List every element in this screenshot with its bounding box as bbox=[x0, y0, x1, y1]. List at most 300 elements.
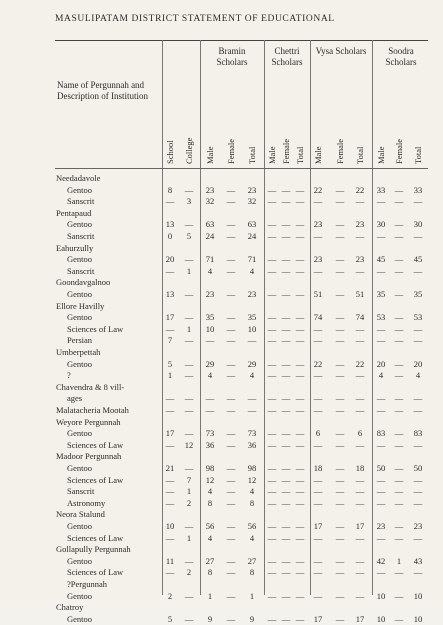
table-cell: — bbox=[281, 405, 291, 415]
table-cell: — bbox=[281, 497, 291, 508]
table-cell: 8 bbox=[249, 497, 255, 508]
table-cell: — bbox=[335, 428, 345, 439]
table-cell: — bbox=[355, 370, 365, 381]
table-cell: — bbox=[313, 405, 323, 415]
table-row bbox=[0, 578, 443, 590]
table-cell: — bbox=[281, 486, 291, 497]
institution-name: Gentoo bbox=[67, 428, 93, 439]
table-cell: — bbox=[394, 289, 404, 299]
table-cell: — bbox=[394, 312, 404, 323]
table-cell: 23 bbox=[205, 289, 215, 299]
table-cell: — bbox=[267, 532, 277, 543]
table-cell: — bbox=[335, 254, 345, 265]
table-cell: — bbox=[281, 521, 291, 531]
table-cell: — bbox=[376, 231, 386, 241]
table-cell: — bbox=[295, 428, 305, 439]
sub-header: Total bbox=[247, 146, 257, 164]
table-cell: 8 bbox=[249, 567, 255, 578]
table-cell: 8 bbox=[167, 184, 173, 195]
table-cell: 63 bbox=[205, 219, 215, 230]
table-cell: — bbox=[355, 474, 365, 485]
table-cell: — bbox=[394, 358, 404, 369]
table-cell: — bbox=[413, 265, 423, 276]
table-cell: — bbox=[394, 474, 404, 485]
table-row bbox=[0, 381, 443, 393]
sub-header: College bbox=[184, 137, 194, 164]
table-cell: — bbox=[313, 439, 323, 450]
table-cell: 1 bbox=[186, 486, 192, 497]
table-cell: — bbox=[376, 335, 386, 346]
table-cell: — bbox=[267, 428, 277, 439]
table-cell: — bbox=[376, 393, 386, 404]
institution-name: Pentapaud bbox=[56, 207, 92, 218]
table-cell: — bbox=[295, 405, 305, 415]
table-cell: 9 bbox=[207, 613, 213, 624]
table-cell: 4 bbox=[207, 532, 213, 543]
table-cell: 10 bbox=[376, 590, 386, 601]
table-cell: — bbox=[267, 497, 277, 508]
table-cell: — bbox=[281, 219, 291, 230]
table-cell: 32 bbox=[247, 196, 257, 207]
table-cell: — bbox=[184, 463, 194, 473]
table-row bbox=[0, 172, 443, 184]
institution-name: Weyore Pergunnah bbox=[56, 416, 121, 427]
institution-name: Gentoo bbox=[67, 590, 93, 601]
institution-name: Needadavole bbox=[56, 173, 101, 183]
table-cell: 83 bbox=[413, 428, 423, 439]
table-cell: 35 bbox=[247, 312, 257, 323]
table-cell: 50 bbox=[376, 463, 386, 473]
table-cell: — bbox=[335, 289, 345, 299]
table-cell: 98 bbox=[205, 463, 215, 473]
table-cell: — bbox=[355, 231, 365, 241]
sub-header: Female bbox=[394, 138, 404, 164]
table-cell: — bbox=[226, 231, 236, 241]
group-header-bramin: Bramin Scholars bbox=[216, 46, 248, 67]
table-cell: 1 bbox=[186, 265, 192, 276]
table-cell: — bbox=[184, 393, 194, 404]
table-cell: 1 bbox=[249, 590, 255, 601]
table-cell: — bbox=[184, 312, 194, 323]
table-cell: 12 bbox=[184, 439, 194, 450]
table-cell: — bbox=[267, 312, 277, 323]
table-cell: — bbox=[394, 532, 404, 543]
table-cell: — bbox=[165, 532, 175, 543]
table-cell: — bbox=[205, 405, 215, 415]
table-cell: — bbox=[335, 405, 345, 415]
table-cell: — bbox=[394, 323, 404, 334]
table-cell: — bbox=[413, 567, 423, 578]
table-cell: 23 bbox=[413, 521, 423, 531]
table-cell: 71 bbox=[205, 254, 215, 265]
table-cell: — bbox=[281, 265, 291, 276]
institution-name: Sciences of Law bbox=[67, 532, 124, 543]
table-cell: — bbox=[355, 486, 365, 497]
table-cell: — bbox=[313, 590, 323, 601]
table-cell: — bbox=[335, 555, 345, 566]
table-cell: — bbox=[313, 567, 323, 578]
table-row bbox=[0, 346, 443, 358]
table-cell: — bbox=[355, 393, 365, 404]
table-cell: 73 bbox=[247, 428, 257, 439]
table-cell: 36 bbox=[205, 439, 215, 450]
table-row bbox=[0, 439, 443, 451]
table-cell: 5 bbox=[186, 231, 192, 241]
table-cell: 32 bbox=[205, 196, 215, 207]
table-cell: 56 bbox=[205, 521, 215, 531]
table-cell: 4 bbox=[249, 532, 255, 543]
table-cell: — bbox=[184, 370, 194, 381]
table-cell: — bbox=[226, 590, 236, 601]
table-row bbox=[0, 323, 443, 335]
table-cell: — bbox=[295, 370, 305, 381]
table-cell: — bbox=[394, 370, 404, 381]
table-cell: 6 bbox=[357, 428, 363, 439]
table-cell: 42 bbox=[376, 555, 386, 566]
institution-name: Ellore Havilly bbox=[56, 300, 105, 311]
table-cell: — bbox=[413, 196, 423, 207]
table-cell: — bbox=[295, 184, 305, 195]
table-cell: 2 bbox=[186, 497, 192, 508]
table-row bbox=[0, 555, 443, 567]
table-row bbox=[0, 265, 443, 277]
table-row bbox=[0, 590, 443, 602]
table-row bbox=[0, 566, 443, 578]
table-cell: 1 bbox=[186, 323, 192, 334]
table-cell: — bbox=[313, 393, 323, 404]
table-row bbox=[0, 392, 443, 404]
institution-name: Gentoo bbox=[67, 184, 93, 195]
table-cell: — bbox=[184, 521, 194, 531]
table-cell: — bbox=[355, 196, 365, 207]
table-cell: — bbox=[295, 196, 305, 207]
table-cell: — bbox=[281, 358, 291, 369]
table-cell: 12 bbox=[205, 474, 215, 485]
table-cell: — bbox=[394, 231, 404, 241]
table-cell: 3 bbox=[186, 196, 192, 207]
table-cell: 18 bbox=[313, 463, 323, 473]
table-row bbox=[0, 311, 443, 323]
table-cell: — bbox=[295, 231, 305, 241]
table-cell: 4 bbox=[207, 370, 213, 381]
table-cell: 11 bbox=[165, 555, 175, 566]
table-cell: — bbox=[281, 196, 291, 207]
table-cell: — bbox=[313, 231, 323, 241]
table-cell: — bbox=[267, 289, 277, 299]
table-cell: — bbox=[281, 532, 291, 543]
table-cell: — bbox=[165, 486, 175, 497]
table-cell: 30 bbox=[376, 219, 386, 230]
table-cell: — bbox=[226, 428, 236, 439]
table-cell: — bbox=[295, 532, 305, 543]
table-cell: — bbox=[184, 590, 194, 601]
table-cell: — bbox=[247, 335, 257, 346]
institution-name: ? bbox=[67, 370, 71, 381]
table-row bbox=[0, 369, 443, 381]
table-cell: — bbox=[355, 555, 365, 566]
table-cell: 22 bbox=[313, 184, 323, 195]
table-cell: — bbox=[413, 486, 423, 497]
institution-name: Chatroy bbox=[56, 602, 84, 613]
table-cell: 10 bbox=[247, 323, 257, 334]
table-cell: 4 bbox=[207, 265, 213, 276]
institution-name: Sciences of Law bbox=[67, 567, 124, 578]
table-cell: — bbox=[267, 370, 277, 381]
table-cell: — bbox=[394, 463, 404, 473]
table-cell: — bbox=[355, 567, 365, 578]
institution-name: ages bbox=[67, 393, 83, 404]
table-row bbox=[0, 520, 443, 532]
table-cell: — bbox=[247, 405, 257, 415]
table-cell: 22 bbox=[355, 184, 365, 195]
table-row bbox=[0, 242, 443, 254]
table-cell: 17 bbox=[165, 312, 175, 323]
table-cell: — bbox=[313, 335, 323, 346]
table-cell: — bbox=[226, 486, 236, 497]
institution-name: Goondavgalnoo bbox=[56, 277, 111, 288]
table-cell: — bbox=[335, 323, 345, 334]
table-cell: — bbox=[413, 393, 423, 404]
table-cell: — bbox=[376, 323, 386, 334]
table-cell: — bbox=[313, 323, 323, 334]
table-cell: — bbox=[413, 231, 423, 241]
table-cell: — bbox=[267, 613, 277, 624]
table-cell: 24 bbox=[205, 231, 215, 241]
table-cell: — bbox=[355, 335, 365, 346]
table-cell: — bbox=[376, 486, 386, 497]
table-cell: — bbox=[335, 312, 345, 323]
institution-name: Gentoo bbox=[67, 312, 93, 323]
table-cell: — bbox=[376, 196, 386, 207]
sub-header: Male bbox=[267, 146, 277, 164]
table-cell: — bbox=[355, 439, 365, 450]
name-column-header: Name of Pergunnah and Description of Institution bbox=[57, 80, 148, 101]
table-cell: — bbox=[184, 555, 194, 566]
table-cell: — bbox=[226, 521, 236, 531]
table-cell: — bbox=[281, 428, 291, 439]
table-cell: — bbox=[376, 532, 386, 543]
table-cell: — bbox=[184, 289, 194, 299]
sub-header: Total bbox=[355, 146, 365, 164]
sub-header: Male bbox=[205, 146, 215, 164]
table-cell: — bbox=[226, 323, 236, 334]
table-cell: — bbox=[335, 590, 345, 601]
table-cell: — bbox=[394, 439, 404, 450]
table-cell: — bbox=[226, 184, 236, 195]
table-cell: 1 bbox=[186, 532, 192, 543]
table-cell: — bbox=[165, 405, 175, 415]
table-cell: — bbox=[335, 393, 345, 404]
table-cell: — bbox=[413, 474, 423, 485]
table-cell: — bbox=[267, 463, 277, 473]
table-row bbox=[0, 450, 443, 462]
table-cell: 53 bbox=[413, 312, 423, 323]
sub-header: Male bbox=[376, 146, 386, 164]
institution-name: Chavendra & 8 vill- bbox=[56, 381, 125, 392]
table-cell: — bbox=[295, 463, 305, 473]
table-cell: 5 bbox=[167, 358, 173, 369]
table-row bbox=[0, 300, 443, 312]
table-cell: — bbox=[226, 532, 236, 543]
table-cell: 17 bbox=[355, 613, 365, 624]
table-cell: — bbox=[394, 521, 404, 531]
sub-header: Female bbox=[281, 138, 291, 164]
table-cell: — bbox=[226, 393, 236, 404]
institution-name: Gentoo bbox=[67, 521, 93, 531]
table-cell: — bbox=[281, 567, 291, 578]
table-cell: — bbox=[376, 474, 386, 485]
table-cell: 1 bbox=[207, 590, 213, 601]
institution-name: Eahurzully bbox=[56, 242, 94, 253]
institution-name: Sanscrit bbox=[67, 196, 95, 207]
table-row bbox=[0, 474, 443, 486]
table-cell: — bbox=[226, 497, 236, 508]
table-cell: 63 bbox=[247, 219, 257, 230]
table-cell: — bbox=[313, 196, 323, 207]
table-cell: 10 bbox=[205, 323, 215, 334]
table-cell: — bbox=[313, 497, 323, 508]
institution-name: Madoor Pergunnah bbox=[56, 451, 122, 462]
table-cell: — bbox=[184, 428, 194, 439]
table-cell: 23 bbox=[313, 254, 323, 265]
table-cell: — bbox=[313, 486, 323, 497]
table-row bbox=[0, 543, 443, 555]
table-cell: — bbox=[226, 405, 236, 415]
table-cell: — bbox=[205, 335, 215, 346]
table-cell: — bbox=[281, 254, 291, 265]
table-cell: 10 bbox=[413, 590, 423, 601]
table-cell: — bbox=[394, 254, 404, 265]
table-cell: — bbox=[226, 358, 236, 369]
table-row bbox=[0, 497, 443, 509]
table-cell: — bbox=[376, 405, 386, 415]
table-row bbox=[0, 485, 443, 497]
table-cell: — bbox=[226, 474, 236, 485]
table-cell: — bbox=[295, 486, 305, 497]
table-cell: — bbox=[335, 370, 345, 381]
institution-name: Gentoo bbox=[67, 219, 93, 230]
table-cell: 23 bbox=[247, 184, 257, 195]
table-cell: — bbox=[295, 613, 305, 624]
table-cell: — bbox=[281, 613, 291, 624]
table-cell: — bbox=[184, 184, 194, 195]
table-cell: — bbox=[267, 323, 277, 334]
table-cell: — bbox=[267, 335, 277, 346]
table-cell: — bbox=[335, 265, 345, 276]
table-cell: — bbox=[295, 590, 305, 601]
table-row bbox=[0, 427, 443, 439]
table-cell: — bbox=[281, 312, 291, 323]
table-row bbox=[0, 532, 443, 544]
table-cell: — bbox=[295, 567, 305, 578]
table-cell: — bbox=[394, 265, 404, 276]
table-cell: 74 bbox=[355, 312, 365, 323]
table-cell: — bbox=[281, 231, 291, 241]
sub-header: Total bbox=[295, 146, 305, 164]
group-header-chettri: Chettri Scholars bbox=[271, 46, 303, 67]
table-cell: — bbox=[335, 486, 345, 497]
table-cell: — bbox=[376, 439, 386, 450]
table-cell: — bbox=[165, 439, 175, 450]
institution-name: Gentoo bbox=[67, 358, 93, 369]
table-cell: — bbox=[267, 474, 277, 485]
institution-name: Gentoo bbox=[67, 254, 93, 265]
table-cell: — bbox=[394, 486, 404, 497]
table-cell: 21 bbox=[165, 463, 175, 473]
table-cell: 20 bbox=[165, 254, 175, 265]
institution-name: Persian bbox=[67, 335, 93, 346]
sub-header: Female bbox=[335, 138, 345, 164]
table-cell: — bbox=[281, 590, 291, 601]
table-cell: 20 bbox=[413, 358, 423, 369]
institution-name: Gentoo bbox=[67, 289, 93, 299]
table-cell: — bbox=[394, 567, 404, 578]
table-cell: — bbox=[226, 567, 236, 578]
table-cell: — bbox=[413, 439, 423, 450]
table-cell: — bbox=[335, 497, 345, 508]
table-cell: 17 bbox=[355, 521, 365, 531]
table-cell: 1 bbox=[396, 555, 402, 566]
table-cell: — bbox=[355, 532, 365, 543]
table-row bbox=[0, 218, 443, 230]
table-cell: 35 bbox=[413, 289, 423, 299]
table-cell: 33 bbox=[376, 184, 386, 195]
table-cell: — bbox=[335, 219, 345, 230]
table-cell: — bbox=[205, 393, 215, 404]
table-cell: — bbox=[281, 289, 291, 299]
table-cell: — bbox=[394, 184, 404, 195]
table-cell: — bbox=[394, 196, 404, 207]
table-cell: — bbox=[267, 521, 277, 531]
table-row bbox=[0, 358, 443, 370]
table-cell: — bbox=[184, 358, 194, 369]
table-cell: — bbox=[394, 393, 404, 404]
table-cell: — bbox=[295, 439, 305, 450]
table-cell: 50 bbox=[413, 463, 423, 473]
table-cell: — bbox=[295, 393, 305, 404]
table-cell: — bbox=[295, 497, 305, 508]
table-cell: — bbox=[413, 497, 423, 508]
table-cell: — bbox=[267, 555, 277, 566]
table-cell: 17 bbox=[165, 428, 175, 439]
table-cell: 33 bbox=[413, 184, 423, 195]
table-cell: 2 bbox=[186, 567, 192, 578]
table-cell: 23 bbox=[247, 289, 257, 299]
table-cell: 51 bbox=[355, 289, 365, 299]
table-cell: — bbox=[165, 393, 175, 404]
institution-name: Sciences of Law bbox=[67, 439, 124, 450]
table-cell: 0 bbox=[167, 231, 173, 241]
table-cell: — bbox=[335, 567, 345, 578]
table-cell: — bbox=[313, 474, 323, 485]
table-cell: — bbox=[313, 532, 323, 543]
table-cell: — bbox=[313, 555, 323, 566]
table-cell: — bbox=[295, 474, 305, 485]
table-cell: — bbox=[267, 393, 277, 404]
table-cell: — bbox=[295, 358, 305, 369]
table-cell: — bbox=[413, 532, 423, 543]
table-cell: — bbox=[295, 335, 305, 346]
table-cell: — bbox=[413, 335, 423, 346]
table-cell: — bbox=[267, 254, 277, 265]
table-cell: 7 bbox=[186, 474, 192, 485]
table-cell: — bbox=[184, 405, 194, 415]
table-cell: 23 bbox=[205, 184, 215, 195]
table-cell: — bbox=[165, 265, 175, 276]
table-cell: — bbox=[226, 335, 236, 346]
table-cell: — bbox=[165, 474, 175, 485]
table-cell: — bbox=[165, 567, 175, 578]
